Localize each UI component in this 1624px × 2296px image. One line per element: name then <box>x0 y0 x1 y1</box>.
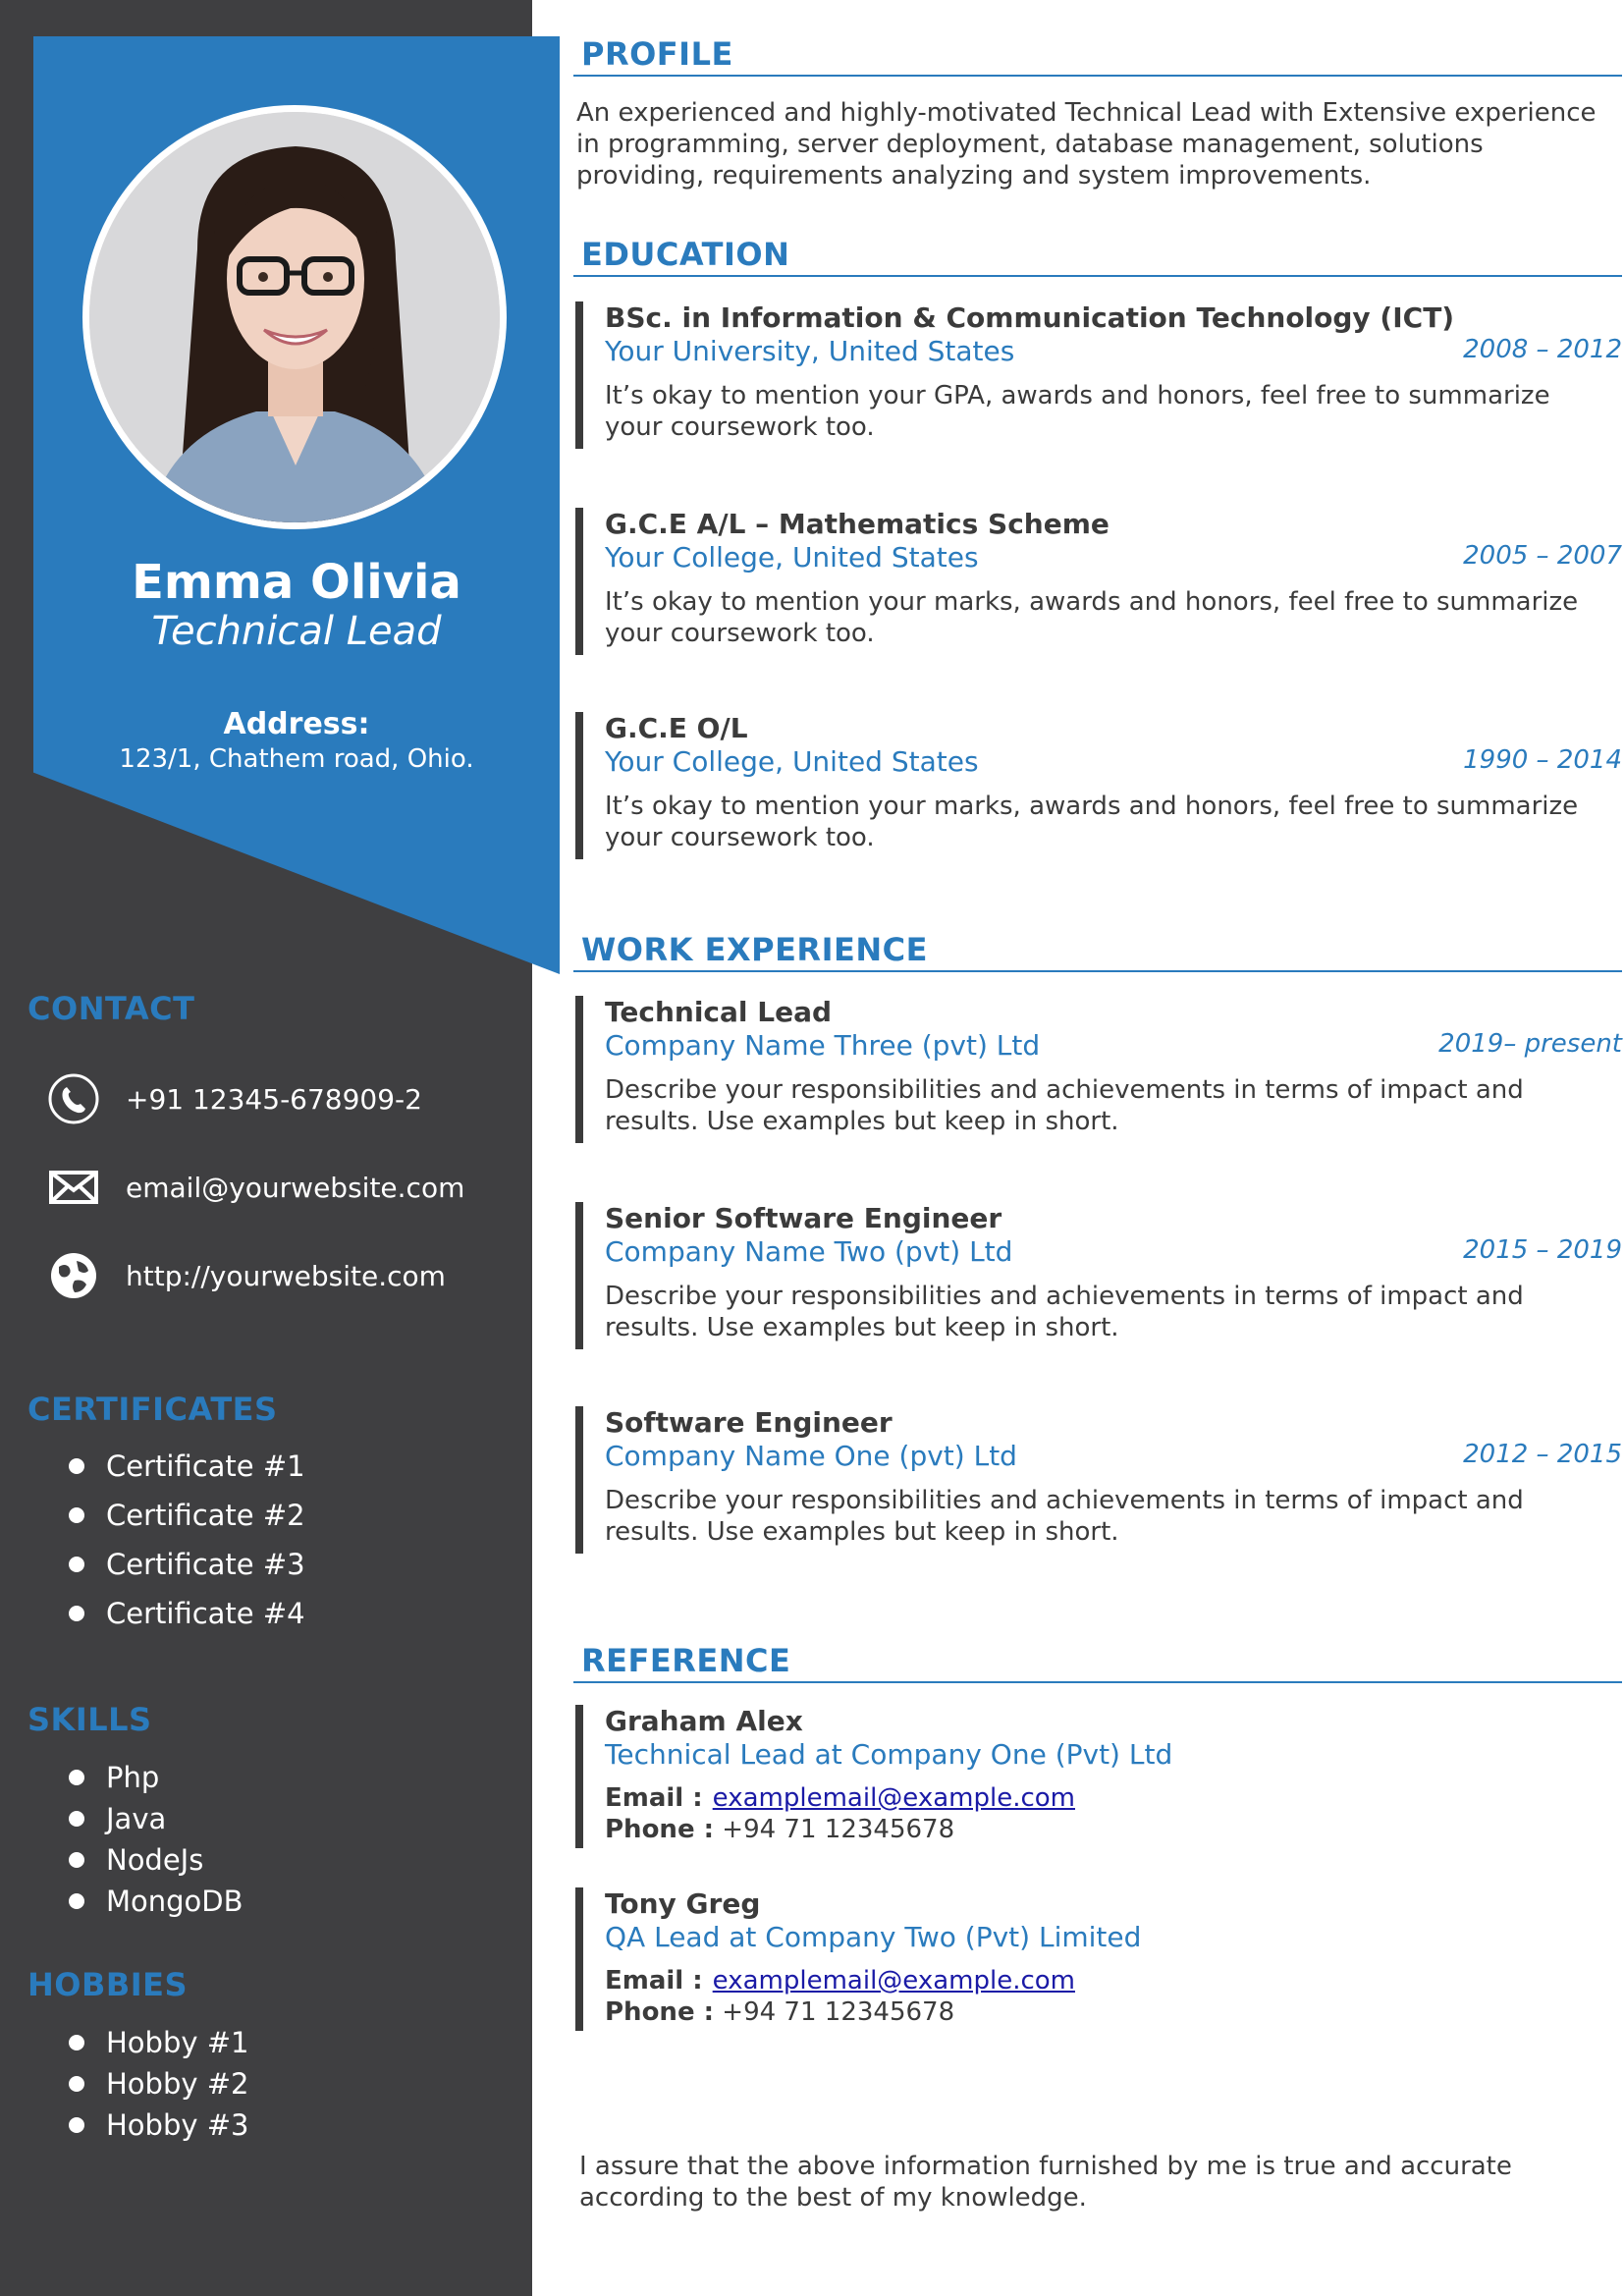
email-label: Email : <box>605 1783 703 1813</box>
entry-date: 2008 – 2012 <box>1463 335 1622 364</box>
entry-description: It’s okay to mention your marks, awards and honors, feel free to summarize your coursework too. <box>605 792 1579 852</box>
address-label: Address: <box>223 707 370 741</box>
contact-phone-text: +91 12345-678909-2 <box>126 1082 422 1116</box>
profile-summary: An experienced and highly-motivated Technical Lead with Extensive experience in programming, server deployment, database management, solutions providing, requirements analyzing and system improvements. <box>576 98 1597 191</box>
education-heading: EDUCATION <box>581 236 790 273</box>
globe-icon <box>47 1249 100 1302</box>
entry-place: Your College, United States <box>605 541 979 574</box>
entry-company: Company Name Two (pvt) Ltd <box>605 1235 1013 1268</box>
education-entry <box>575 508 1622 655</box>
entry-bar <box>575 1202 583 1349</box>
reference-phone-line <box>605 1997 954 2027</box>
entry-bar <box>575 712 583 859</box>
entry-title: G.C.E O/L <box>605 712 748 744</box>
entry-place: Your University, United States <box>605 335 1015 367</box>
work-entry <box>575 1202 1622 1349</box>
certificates-list <box>69 1442 305 1638</box>
certificates-heading: CERTIFICATES <box>27 1391 278 1428</box>
education-section-title <box>573 232 1622 277</box>
reference-email-line <box>605 1783 1075 1813</box>
person-role: Technical Lead <box>151 609 442 654</box>
address-value: 123/1, Chathem road, Ohio. <box>119 744 474 774</box>
contact-email <box>47 1161 464 1214</box>
contact-website <box>47 1249 446 1302</box>
reference-phone: +94 71 12345678 <box>722 1997 955 2027</box>
entry-place: Your College, United States <box>605 745 979 778</box>
hobbies-heading: HOBBIES <box>27 1966 189 2003</box>
profile-heading: PROFILE <box>581 35 733 73</box>
email-icon <box>47 1161 100 1214</box>
skills-heading: SKILLS <box>27 1701 152 1738</box>
entry-company: Company Name One (pvt) Ltd <box>605 1440 1017 1472</box>
phone-icon <box>47 1072 100 1125</box>
reference-phone-line <box>605 1815 954 1844</box>
reference-section-title <box>573 1638 1622 1683</box>
entry-bar <box>575 301 583 449</box>
reference-name: Tony Greg <box>605 1887 761 1920</box>
reference-position: QA Lead at Company Two (Pvt) Limited <box>605 1921 1142 1953</box>
reference-email-line <box>605 1966 1075 1995</box>
entry-bar <box>575 1705 583 1848</box>
list-item: Certificate #2 <box>69 1491 305 1540</box>
work-heading: WORK EXPERIENCE <box>581 931 928 968</box>
reference-position: Technical Lead at Company One (Pvt) Ltd <box>605 1738 1173 1771</box>
entry-title: Senior Software Engineer <box>605 1202 1002 1234</box>
phone-label: Phone : <box>605 1997 715 2027</box>
entry-title: BSc. in Information & Communication Technology (ICT) <box>605 301 1455 334</box>
list-item: Hobby #2 <box>69 2063 249 2105</box>
person-name: Emma Olivia <box>132 555 461 610</box>
list-item: Certificate #3 <box>69 1540 305 1589</box>
list-item: Hobby #1 <box>69 2022 249 2063</box>
entry-title: Software Engineer <box>605 1406 893 1439</box>
list-item: Java <box>69 1798 244 1839</box>
avatar-frame <box>82 105 507 529</box>
entry-description: It’s okay to mention your GPA, awards and honors, feel free to summarize your coursework too. <box>605 381 1550 442</box>
list-item: MongoDB <box>69 1881 244 1922</box>
portrait-photo <box>89 112 500 522</box>
entry-description: Describe your responsibilities and achievements in terms of impact and results. Use examples but keep in short. <box>605 1075 1524 1136</box>
entry-description: Describe your responsibilities and achievements in terms of impact and results. Use examples but keep in short. <box>605 1486 1524 1547</box>
entry-date: 2005 – 2007 <box>1463 541 1622 571</box>
reference-entry <box>575 1705 1622 1848</box>
entry-date: 1990 – 2014 <box>1463 745 1622 775</box>
work-entry <box>575 996 1622 1143</box>
entry-title: Technical Lead <box>605 996 833 1028</box>
education-entry <box>575 712 1622 859</box>
phone-label: Phone : <box>605 1815 715 1844</box>
contact-website-text: http://yourwebsite.com <box>126 1259 446 1292</box>
hobbies-list <box>69 2022 249 2146</box>
entry-bar <box>575 1887 583 2031</box>
skills-list <box>69 1757 244 1922</box>
reference-email-link[interactable]: examplemail@example.com <box>712 1783 1075 1813</box>
list-item: Certificate #1 <box>69 1442 305 1491</box>
entry-date: 2019– present <box>1438 1029 1622 1059</box>
contact-email-text: email@yourwebsite.com <box>126 1171 465 1204</box>
profile-section-title <box>573 31 1622 77</box>
reference-entry <box>575 1887 1622 2031</box>
entry-bar <box>575 1406 583 1554</box>
contact-heading: CONTACT <box>27 990 195 1027</box>
list-item: Hobby #3 <box>69 2105 249 2146</box>
reference-heading: REFERENCE <box>581 1642 791 1679</box>
work-entry <box>575 1406 1622 1554</box>
contact-phone <box>47 1072 422 1125</box>
education-entry <box>575 301 1622 449</box>
entry-date: 2012 – 2015 <box>1463 1440 1622 1469</box>
list-item: Php <box>69 1757 244 1798</box>
avatar <box>89 112 500 522</box>
list-item: Certificate #4 <box>69 1589 305 1638</box>
entry-bar <box>575 996 583 1143</box>
email-label: Email : <box>605 1966 703 1995</box>
declaration-text: I assure that the above information furnished by me is true and accurate according to the best of my knowledge. <box>579 2152 1512 2213</box>
entry-title: G.C.E A/L – Mathematics Scheme <box>605 508 1110 540</box>
entry-date: 2015 – 2019 <box>1463 1235 1622 1265</box>
reference-email-link[interactable]: examplemail@example.com <box>712 1966 1075 1995</box>
entry-description: Describe your responsibilities and achievements in terms of impact and results. Use examples but keep in short. <box>605 1282 1524 1342</box>
list-item: NodeJs <box>69 1839 244 1881</box>
entry-company: Company Name Three (pvt) Ltd <box>605 1029 1041 1062</box>
reference-phone: +94 71 12345678 <box>722 1815 955 1844</box>
work-section-title <box>573 927 1622 972</box>
entry-description: It’s okay to mention your marks, awards and honors, feel free to summarize your coursework too. <box>605 587 1579 648</box>
reference-name: Graham Alex <box>605 1705 803 1737</box>
entry-bar <box>575 508 583 655</box>
